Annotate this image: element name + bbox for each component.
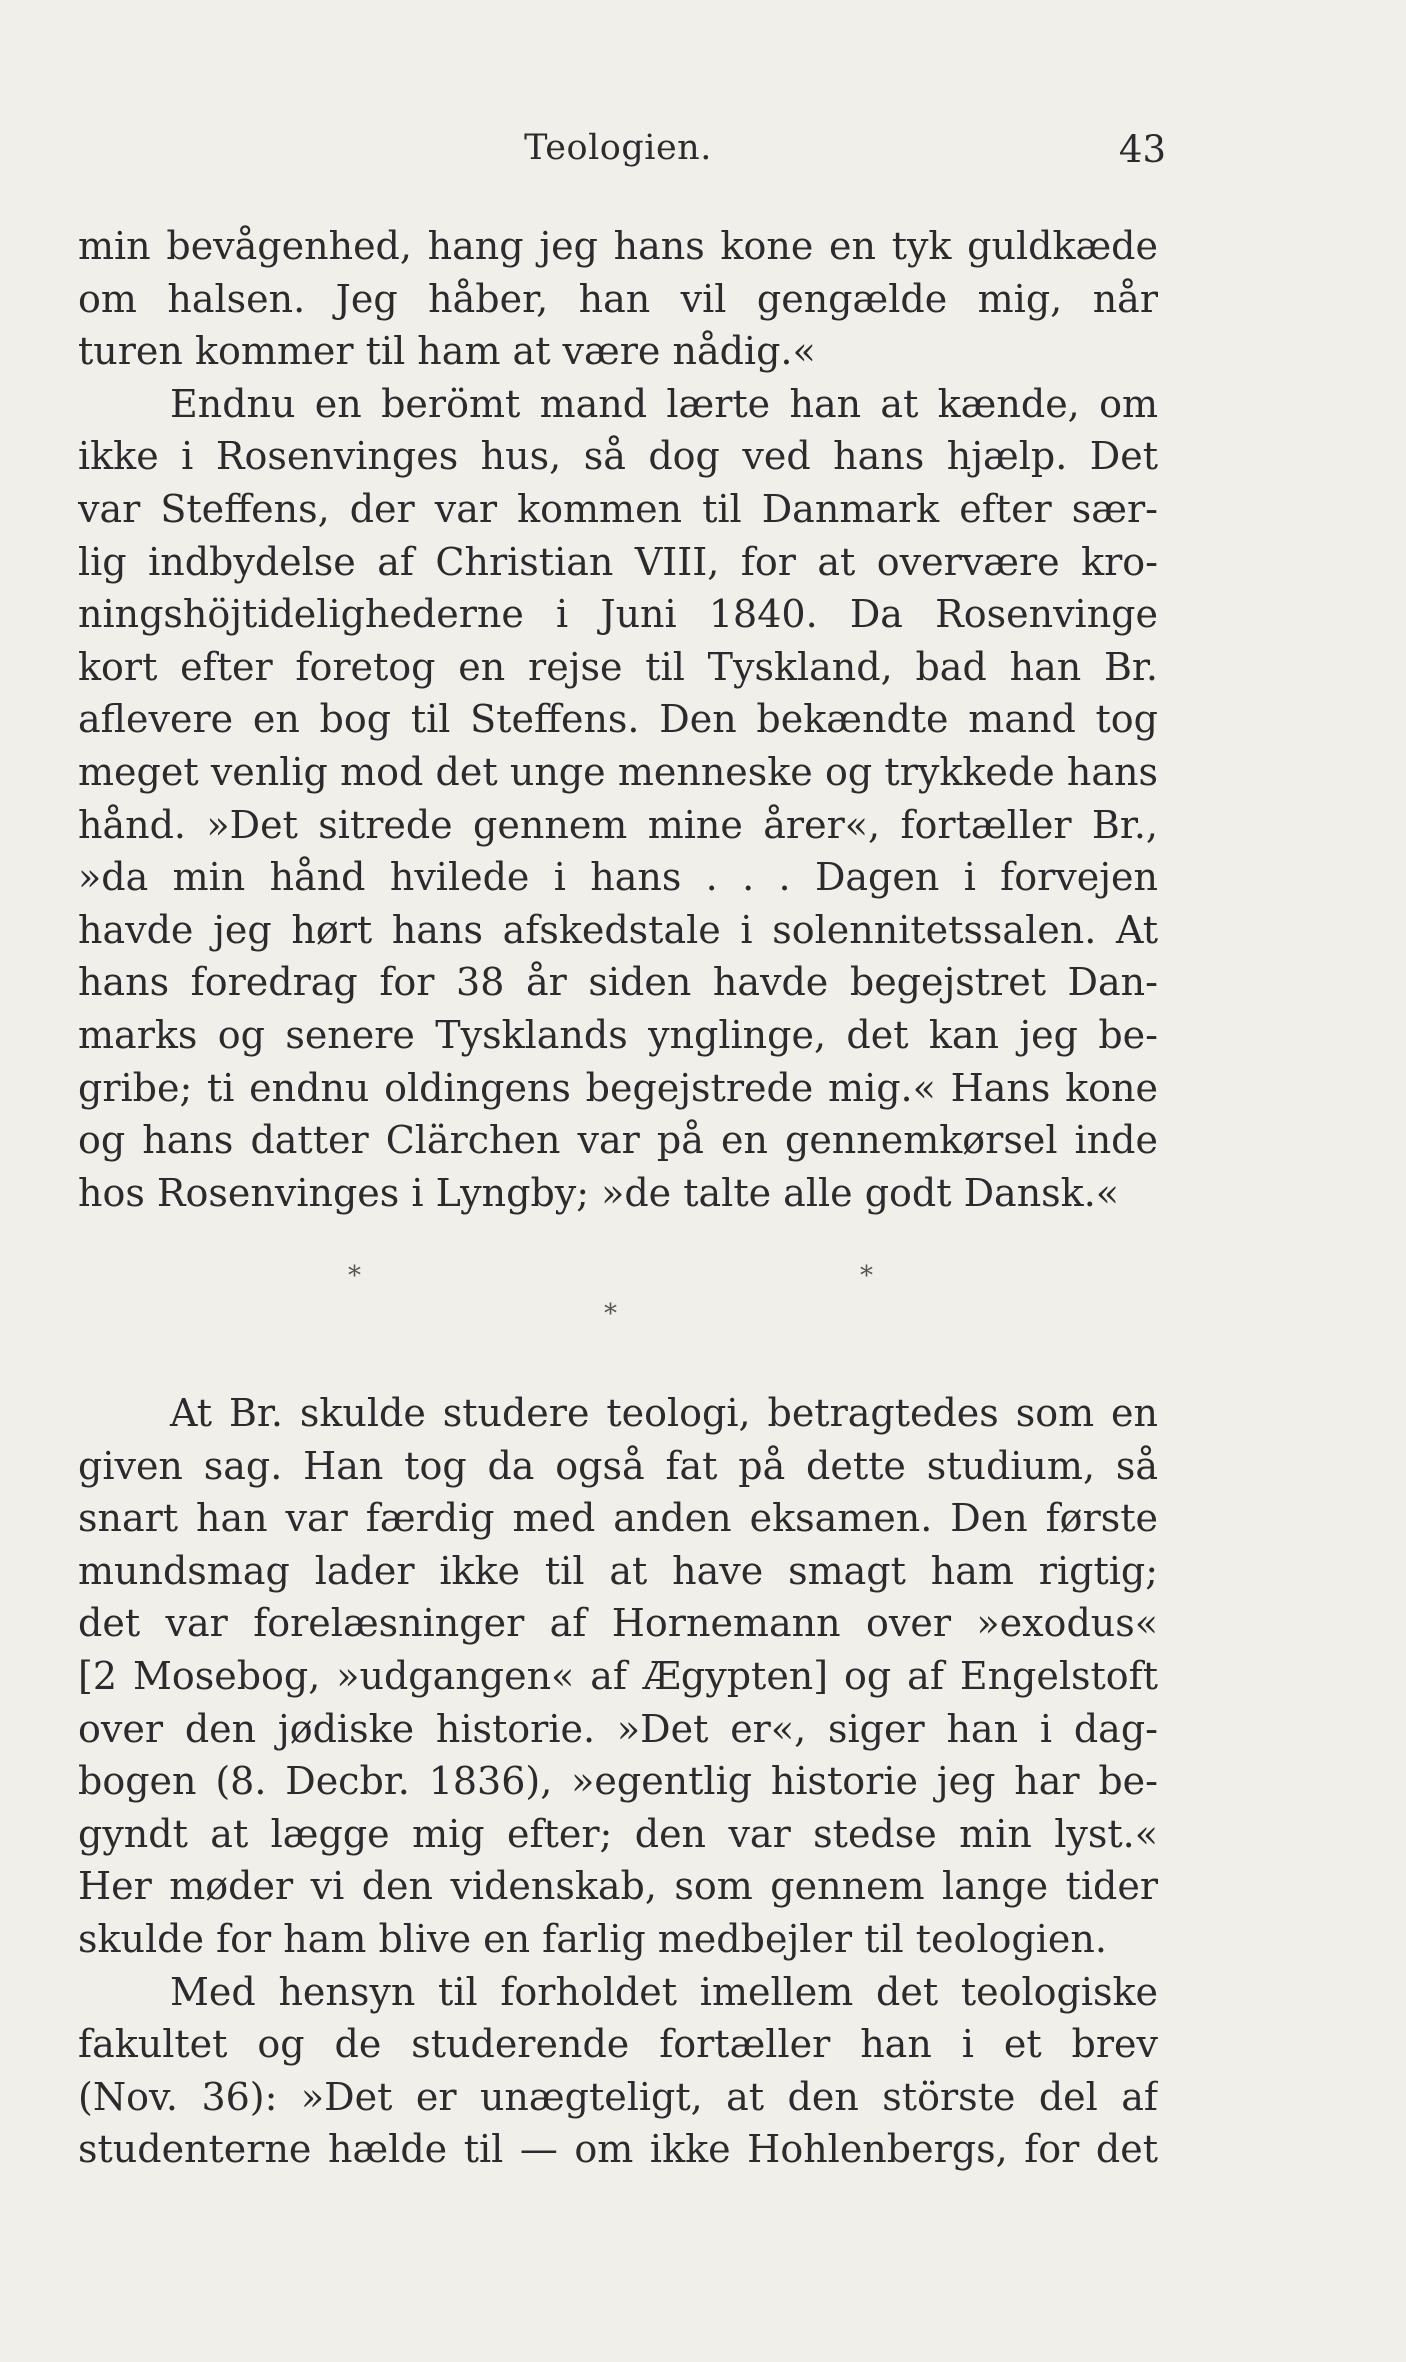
running-title: Teologien. — [524, 128, 712, 168]
text-line: »da min hånd hvilede i hans . . . Dagen i forvejen — [78, 855, 1158, 900]
text-line: var Steffens, der var kommen til Danmark efter sær- — [78, 486, 1158, 531]
text-line: given sag. Han tog da også fat på dette studium, så — [78, 1443, 1158, 1488]
text-line: bogen (8. Decbr. 1836), »egentlig historie jeg har be- — [78, 1759, 1158, 1804]
text-line: og hans datter Clärchen var på en gennemkørsel inde — [78, 1118, 1158, 1163]
text-line: Endnu en berömt mand lærte han at kænde, om — [170, 381, 1158, 426]
text-line: marks og senere Tysklands ynglinge, det kan jeg be- — [78, 1012, 1158, 1057]
text-line: lig indbydelse af Christian VIII, for at overvære kro- — [78, 539, 1158, 584]
text-line: gribe; ti endnu oldingens begejstrede mig.« Hans kone — [78, 1065, 1158, 1110]
text-line: meget venlig mod det unge menneske og trykkede hans — [78, 749, 1158, 794]
text-line: gyndt at lægge mig efter; den var stedse min lyst.« — [78, 1811, 1158, 1856]
text-line: over den jødiske historie. »Det er«, siger han i dag- — [78, 1706, 1158, 1751]
text-line: fakultet og de studerende fortæller han i et brev — [78, 2022, 1158, 2067]
text-line: aflevere en bog til Steffens. Den bekændte mand tog — [78, 697, 1158, 742]
text-line: (Nov. 36): »Det er unægteligt, at den störste del af — [78, 2074, 1158, 2119]
text-line: snart han var færdig med anden eksamen. Den første — [78, 1496, 1158, 1541]
text-line: ningshöjtidelighederne i Juni 1840. Da Rosenvinge — [78, 592, 1158, 637]
text-line: hånd. »Det sitrede gennem mine årer«, fortæller Br., — [78, 802, 1158, 847]
section-separator — [78, 1219, 1158, 1369]
running-head — [78, 128, 1166, 188]
text-line: skulde for ham blive en farlig medbejler til teologien. — [78, 1916, 1107, 1961]
text-line: [2 Mosebog, »udgangen« af Ægypten] og af Engelstoft — [78, 1653, 1158, 1698]
text-line: studenterne hælde til — om ikke Hohlenbergs, for det — [78, 2127, 1158, 2172]
text-block-2 — [78, 1387, 1158, 2176]
text-line: om halsen. Jeg håber, han vil gengælde mig, når — [78, 276, 1158, 321]
text-line: kort efter foretog en rejse til Tyskland, bad han Br. — [78, 644, 1158, 689]
text-line: mundsmag lader ikke til at have smagt ham rigtig; — [78, 1548, 1158, 1593]
text-line: hans foredrag for 38 år siden havde begejstret Dan- — [78, 960, 1158, 1005]
text-line: turen kommer til ham at være nådig.« — [78, 329, 816, 374]
text-block-1 — [78, 220, 1158, 1369]
text-line: hos Rosenvinges i Lyngby; »de talte alle godt Dansk.« — [78, 1170, 1120, 1215]
text-line: At Br. skulde studere teologi, betragtedes som en — [170, 1391, 1158, 1435]
text-line: min bevågenhed, hang jeg hans kone en tyk guldkæde — [78, 224, 1158, 268]
asterisk: * — [604, 1299, 617, 1330]
text-line: Her møder vi den videnskab, som gennem lange tider — [78, 1864, 1158, 1909]
asterisk: * — [348, 1261, 361, 1292]
text-line: Med hensyn til forholdet imellem det teologiske — [170, 1969, 1158, 2014]
text-line: ikke i Rosenvinges hus, så dog ved hans hjælp. Det — [78, 434, 1158, 479]
text-line: havde jeg hørt hans afskedstale i solennitetssalen. At — [78, 907, 1158, 952]
asterisk: * — [860, 1261, 873, 1292]
page-number: 43 — [1118, 128, 1166, 171]
text-line: det var forelæsninger af Hornemann over »exodus« — [78, 1601, 1158, 1646]
